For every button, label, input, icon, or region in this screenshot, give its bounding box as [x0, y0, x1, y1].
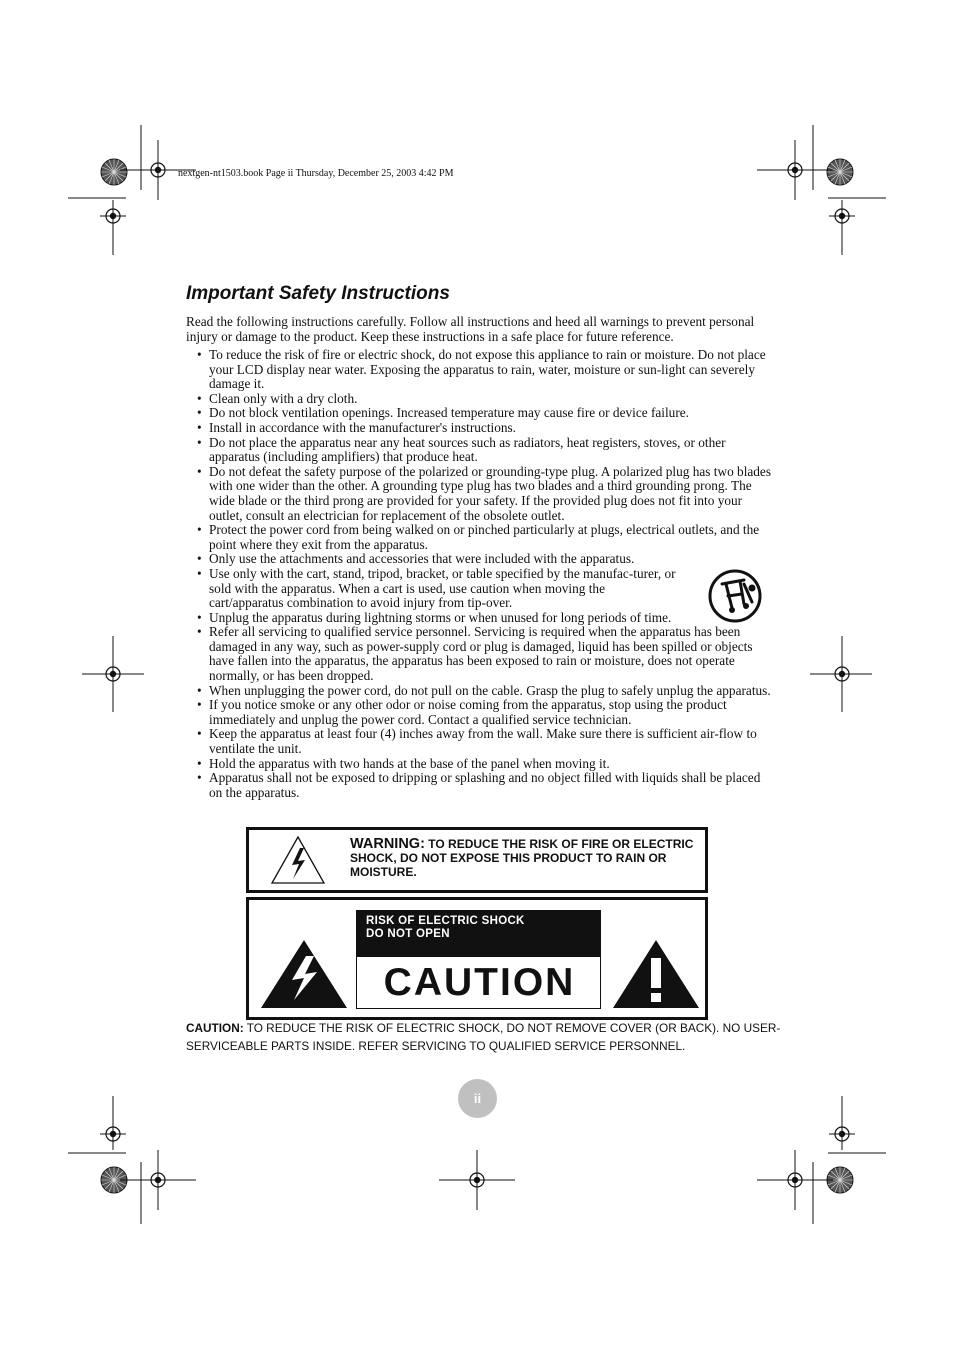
list-item: • To reduce the risk of fire or electric shock, do not expose this appliance to rain or moisture. Do not place your LCD display near water. Exposing the apparatus to rain, water, moisture or sun-light can severely damage it.	[186, 348, 771, 392]
list-item: • Use only with the cart, stand, tripod, bracket, or table specified by the manufac-turer, or sold with the apparatus. When a cart is used, use caution when moving the cart/apparatus combination to avoid injury from tip-over.	[186, 567, 771, 611]
list-item: • Do not block ventilation openings. Increased temperature may cause fire or device failure.	[186, 406, 771, 421]
warning-text	[350, 838, 700, 879]
file-info-header: nextgen-nt1503.book Page ii Thursday, December 25, 2003 4:42 PM	[178, 168, 454, 179]
list-item: • Do not place the apparatus near any heat sources such as radiators, heat registers, stoves, or other apparatus (including amplifiers) that produce heat.	[186, 436, 771, 465]
warning-label: WARNING:	[350, 836, 425, 852]
lightning-warning-icon	[259, 938, 349, 1010]
risk-of-shock-bar	[356, 910, 601, 956]
caution-word-box	[356, 956, 601, 1009]
list-item: • Clean only with a dry cloth.	[186, 392, 771, 407]
caution-word: CAUTION	[383, 961, 576, 1004]
page-number: ii	[458, 1079, 497, 1118]
cart-tipover-warning-icon	[706, 568, 766, 624]
list-item: • Only use the attachments and accessories that were included with the apparatus.	[186, 552, 771, 567]
lightning-warning-icon	[269, 834, 327, 886]
safety-instructions-list	[186, 348, 771, 800]
list-item: • Do not defeat the safety purpose of the polarized or grounding-type plug. A polarized plug has two blades with one wider than the other. A grounding type plug has two blades and a third grounding prong. The wide blade or the third prong are provided for your safety. If the provided plug does not fit into your outlet, consult an electrician for replacement of the obsolete outlet.	[186, 465, 771, 523]
list-item: • When unplugging the power cord, do not pull on the cable. Grasp the plug to safely unplug the apparatus.	[186, 684, 771, 699]
caution-note-label: CAUTION:	[186, 1021, 244, 1035]
intro-paragraph: Read the following instructions carefully. Follow all instructions and heed all warnings to prevent personal injury or damage to the product. Keep these instructions in a safe place for future reference.	[186, 314, 755, 344]
caution-note	[186, 1019, 786, 1055]
list-item: • Protect the power cord from being walked on or pinched particularly at plugs, electrical outlets, and the point where they exit from the apparatus.	[186, 523, 771, 552]
page-title: Important Safety Instructions	[186, 283, 450, 304]
list-item: • Keep the apparatus at least four (4) inches away from the wall. Make sure there is sufficient air-flow to ventilate the unit.	[186, 727, 771, 756]
list-item: • Hold the apparatus with two hands at the base of the panel when moving it.	[186, 757, 771, 772]
warning-box	[246, 827, 708, 893]
list-item: • Unplug the apparatus during lightning storms or when unused for long periods of time.	[186, 611, 771, 626]
risk-line-1: RISK OF ELECTRIC SHOCK	[366, 915, 525, 927]
list-item: • Refer all servicing to qualified service personnel. Servicing is required when the apparatus has been damaged in any way, such as power-supply cord or plug is damaged, liquid has been spilled or objects have fallen into the apparatus, the apparatus has been exposed to rain or moisture, does not operate normally, or has been dropped.	[186, 625, 771, 683]
list-item: • Install in accordance with the manufacturer's instructions.	[186, 421, 771, 436]
warning-message: TO REDUCE THE RISK OF FIRE OR ELECTRIC SHOCK, DO NOT EXPOSE THIS PRODUCT TO RAIN OR MOISTURE.	[350, 837, 694, 879]
list-item: • If you notice smoke or any other odor or noise coming from the apparatus, stop using the product immediately and unplug the power cord. Contact a qualified service technician.	[186, 698, 771, 727]
caution-note-text: TO REDUCE THE RISK OF ELECTRIC SHOCK, DO NOT REMOVE COVER (OR BACK). NO USER-SERVICEABLE PARTS INSIDE. REFER SERVICING TO QUALIFIED SERVICE PERSONNEL.	[186, 1021, 781, 1053]
exclamation-warning-icon	[611, 938, 701, 1010]
list-item: • Apparatus shall not be exposed to dripping or splashing and no object filled with liquids shall be placed on the apparatus.	[186, 771, 771, 800]
caution-label-box	[246, 897, 708, 1020]
risk-line-2: DO NOT OPEN	[366, 927, 450, 940]
